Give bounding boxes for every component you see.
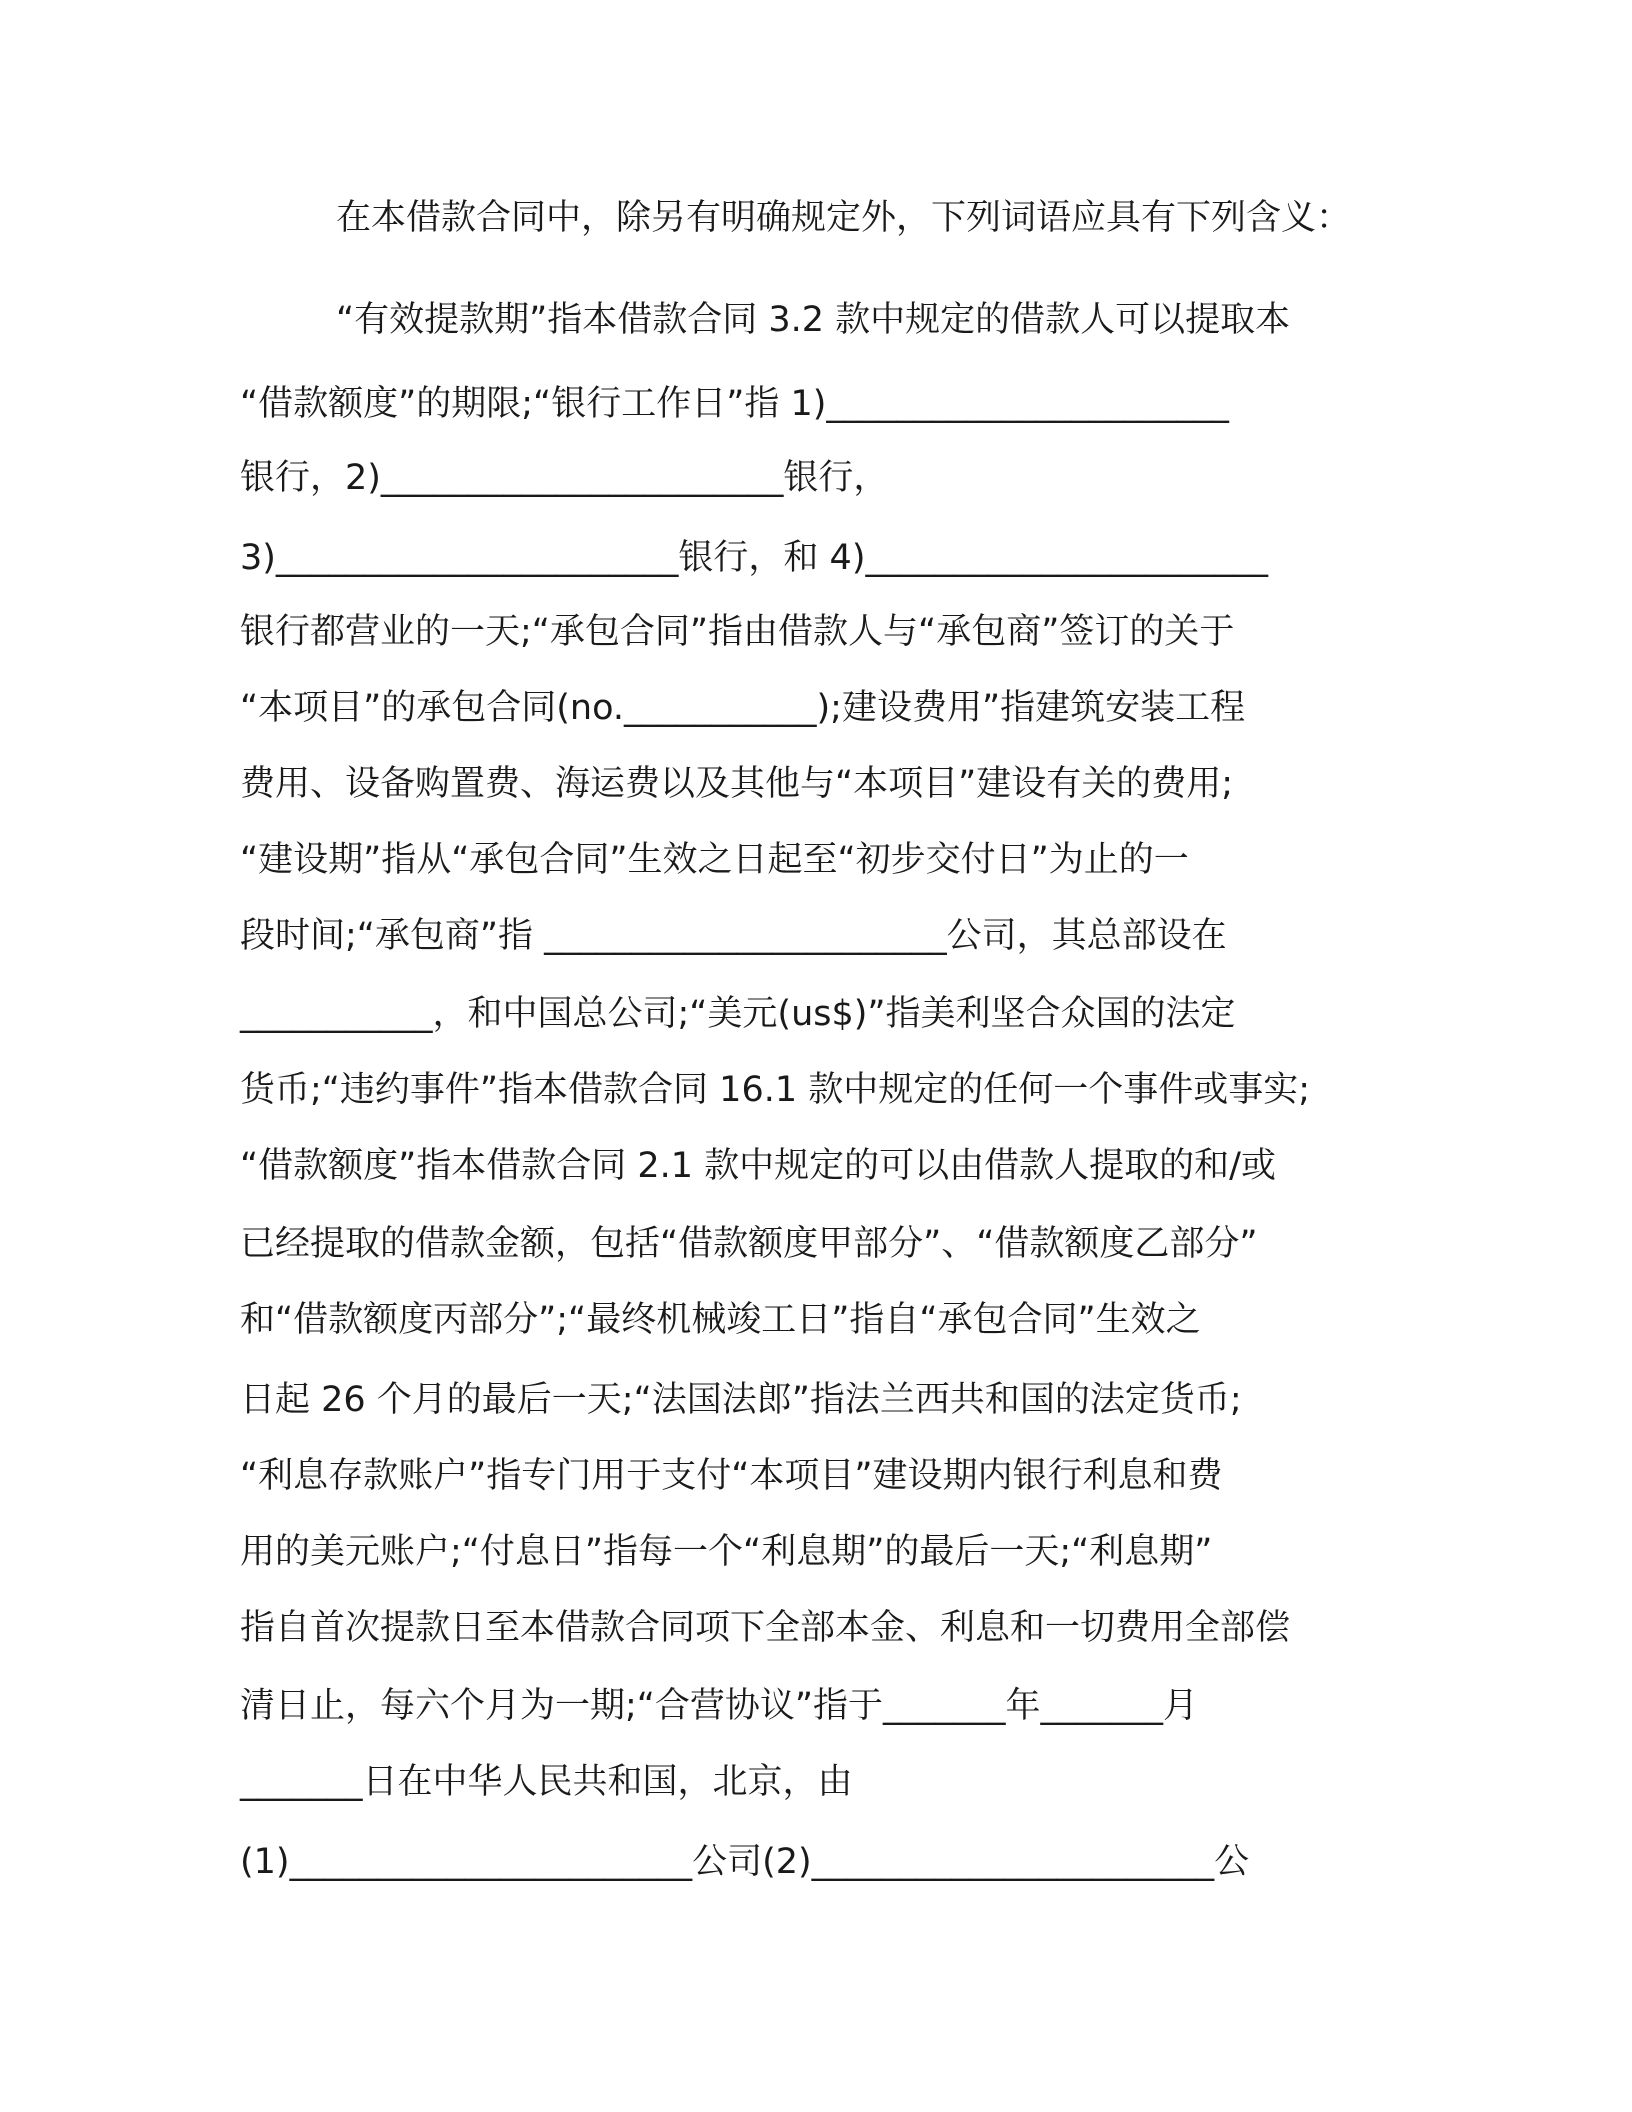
definition-line: 清日止，每六个月为一期;“合营协议”指于_______年_______月	[240, 1686, 1199, 1726]
definition-line: “借款额度”的期限;“银行工作日”指 1)_______________________	[240, 384, 1229, 424]
definition-line: ___________，和中国总公司;“美元(us$)”指美利坚合众国的法定	[240, 994, 1236, 1034]
definition-line: “本项目”的承包合同(no.___________);建设费用”指建筑安装工程	[240, 688, 1246, 728]
definition-line: 指自首次提款日至本借款合同项下全部本金、利息和一切费用全部偿	[240, 1608, 1291, 1648]
definition-line: 银行都营业的一天;“承包合同”指由借款人与“承包商”签订的关于	[240, 612, 1235, 652]
definition-line: _______日在中华人民共和国，北京，由	[240, 1762, 853, 1802]
definition-line: (1)_______________________公司(2)_______________________公	[240, 1842, 1250, 1882]
definition-line: 费用、设备购置费、海运费以及其他与“本项目”建设有关的费用;	[240, 764, 1234, 804]
definition-line: 货币;“违约事件”指本借款合同 16.1 款中规定的任何一个事件或事实;	[240, 1070, 1311, 1110]
definition-line: “利息存款账户”指专门用于支付“本项目”建设期内银行利息和费	[240, 1456, 1223, 1496]
definition-line: 日起 26 个月的最后一天;“法国法郎”指法兰西共和国的法定货币;	[240, 1380, 1242, 1420]
definition-line: 已经提取的借款金额，包括“借款额度甲部分”、“借款额度乙部分”	[240, 1224, 1258, 1264]
definition-line: 用的美元账户;“付息日”指每一个“利息期”的最后一天;“利息期”	[240, 1532, 1213, 1572]
definition-line: “借款额度”指本借款合同 2.1 款中规定的可以由借款人提取的和/或	[240, 1146, 1276, 1186]
definition-line: 银行，2)_______________________银行，	[240, 458, 889, 498]
definition-line: “有效提款期”指本借款合同 3.2 款中规定的借款人可以提取本	[336, 300, 1291, 340]
definition-line: “建设期”指从“承包合同”生效之日起至“初步交付日”为止的一	[240, 840, 1189, 880]
definition-line: 段时间;“承包商”指 _______________________公司，其总部设在	[240, 916, 1227, 956]
paragraph-intro-line: 在本借款合同中，除另有明确规定外，下列词语应具有下列含义：	[336, 198, 1352, 238]
definition-line: 3)_______________________银行，和 4)_______________________	[240, 538, 1268, 578]
definition-line: 和“借款额度丙部分”;“最终机械竣工日”指自“承包合同”生效之	[240, 1300, 1201, 1340]
